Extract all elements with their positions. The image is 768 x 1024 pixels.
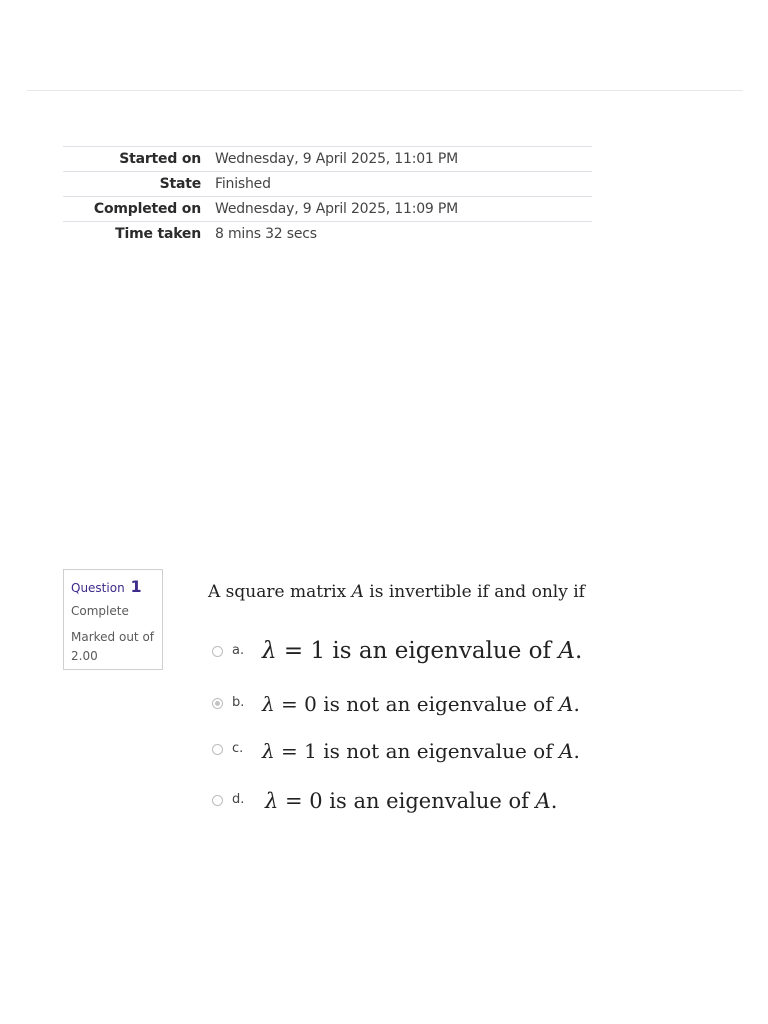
question-state: Complete [71,604,129,618]
summary-row-time-taken [63,222,592,247]
lambda-symbol: λ [262,692,275,716]
option-variable: A [558,692,574,716]
question-text [208,582,585,602]
option-text-part: . [574,638,583,664]
radio-button[interactable] [212,744,223,755]
summary-label: Started on [63,147,215,172]
summary-value: 8 mins 32 secs [215,222,592,247]
summary-row-completed [63,197,592,222]
option-text[interactable] [262,638,582,664]
question-text-part: A square matrix [208,582,352,602]
option-text-part: . [573,739,580,763]
answer-option-a[interactable] [212,638,583,664]
option-text-part: = 1 is an eigenvalue of [276,638,559,664]
question-label: Question [71,581,125,595]
summary-label: State [63,172,215,197]
option-letter: d. [232,792,245,807]
answer-option-c[interactable] [212,741,580,763]
option-variable: A [558,638,575,664]
option-letter: c. [232,741,244,756]
option-letter: b. [232,695,245,710]
option-letter: a. [232,643,245,658]
top-divider [27,90,743,91]
option-text[interactable] [262,692,580,716]
summary-row-state [63,172,592,197]
option-text[interactable] [265,789,557,813]
option-variable: A [558,739,574,763]
option-text-part: = 1 is not an eigenvalue of [274,739,559,763]
summary-value: Wednesday, 9 April 2025, 11:01 PM [215,147,592,172]
option-text-part: . [550,789,558,813]
radio-button[interactable] [212,646,223,657]
option-text[interactable] [262,739,580,763]
summary-label: Completed on [63,197,215,222]
summary-value: Wednesday, 9 April 2025, 11:09 PM [215,197,592,222]
attempt-summary-table [63,146,592,246]
summary-label: Time taken [63,222,215,247]
summary-value: Finished [215,172,592,197]
answer-option-b[interactable] [212,692,580,716]
question-number-value: 1 [130,577,142,596]
question-number [71,577,162,596]
answer-option-d[interactable] [212,789,558,813]
option-text-part: = 0 is an eigenvalue of [278,789,536,813]
option-text-part: = 0 is not an eigenvalue of [274,692,559,716]
question-grade: Marked out of 2.00 [71,630,155,663]
question-text-variable: A [351,582,364,602]
radio-button[interactable] [212,698,223,709]
radio-button[interactable] [212,795,223,806]
question-info-box [63,569,163,670]
summary-row-started [63,147,592,172]
lambda-symbol: λ [262,739,275,763]
lambda-symbol: λ [262,638,277,664]
lambda-symbol: λ [265,789,279,813]
question-text-part: is invertible if and only if [363,582,585,602]
option-text-part: . [573,692,580,716]
option-variable: A [535,789,551,813]
